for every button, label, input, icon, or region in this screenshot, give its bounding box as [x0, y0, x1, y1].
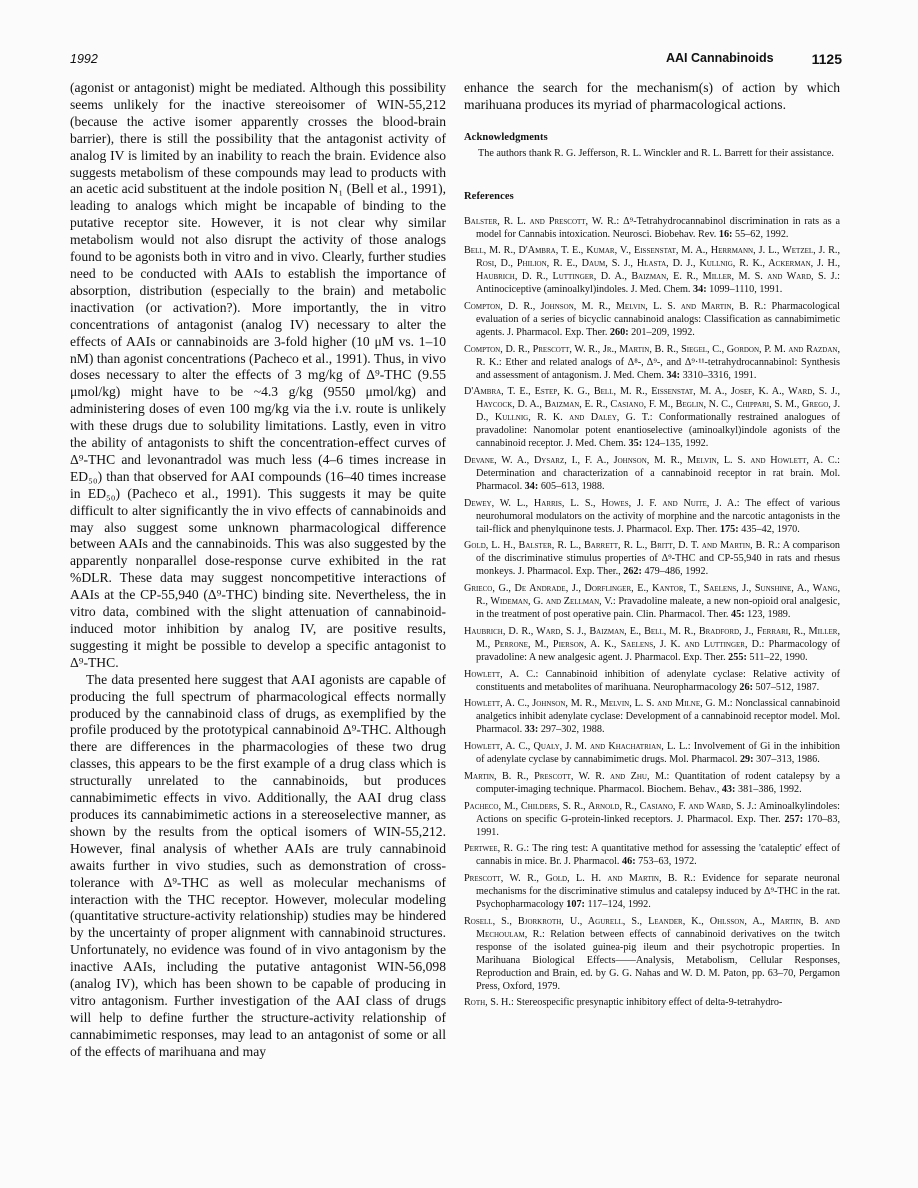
reference-volume: 175:	[719, 523, 739, 535]
left-column	[70, 80, 446, 1061]
reference-pages: 117–124, 1992.	[584, 899, 651, 911]
reference-item	[464, 997, 840, 1010]
reference-item	[464, 455, 840, 494]
acknowledgments-text: The authors thank R. G. Jefferson, R. L. Winckler and R. L. Barrett for their assistance.	[478, 147, 834, 159]
reference-title: A comparison of the discriminative stimulus properties of Δ⁹-THC and CP-55,940 in rats and rhesus monkeys. J. Pharmacol. Exp. Ther.,	[476, 540, 841, 578]
reference-title: Δ⁹-Tetrahydrocannabinol discrimination in rats as a model for Cannabis intoxication. Neurosci. Biobehav. Rev.	[476, 215, 840, 240]
reference-pages: 1099–1110, 1991.	[706, 284, 783, 296]
reference-volume: 46:	[622, 856, 636, 868]
reference-pages: 381–386, 1992.	[735, 783, 802, 795]
reference-authors: Prescott, W. R., Gold, L. H. and Martin, B. R.:	[464, 873, 696, 885]
reference-title: Nonclassical cannabinoid analgetics inhibit adenylate cyclase: Development of a cannabinoid receptor model. Mol. Pharmacol.	[476, 698, 841, 736]
reference-title: The effect of various neurohumoral modulators on the activity of morphine and the narcotic antagonists in the tail-flick and phenylquinone tests. J. Pharmacol. Exp. Ther.	[476, 497, 840, 535]
reference-title: Pharmacological evaluation of a series of bicyclic cannabinoid analogs: Classification as cannabimimetic agents. J. Pharmacol. Exp. Ther.	[476, 301, 840, 338]
reference-authors: Howlett, A. C., Johnson, M. R., Melvin, L. S. and Milne, G. M.:	[464, 698, 733, 710]
reference-item	[464, 771, 840, 797]
reference-pages: 605–613, 1988.	[538, 480, 605, 492]
reference-pages: 511–22, 1990.	[746, 651, 808, 663]
reference-pages: 201–209, 1992.	[628, 326, 695, 338]
reference-title: Stereospecific presynaptic inhibitory effect of delta-9-tetrahydro-	[513, 997, 783, 1009]
reference-volume: 257:	[784, 813, 804, 825]
reference-authors: Grieco, G., De Andrade, J., Dorflinger, E., Kantor, T., Saelens, J., Sunshine, A., Wang, R., Wideman, G. and Zellman, V.:	[464, 583, 840, 608]
reference-item	[464, 916, 840, 993]
reference-item	[464, 669, 840, 695]
reference-volume: 107:	[566, 899, 585, 911]
reference-title: Aminoalkylindoles: Actions on specific G-protein-linked receptors. J. Pharmacol. Exp. Ther.	[476, 800, 840, 825]
reference-item	[464, 626, 840, 665]
reference-volume: 255:	[728, 651, 747, 663]
reference-authors: Martin, B. R., Prescott, W. R. and Zhu, M.:	[464, 770, 670, 782]
reference-authors: Pertwee, R. G.:	[464, 843, 530, 855]
reference-volume: 26:	[739, 681, 753, 693]
body-paragraph: (agonist or antagonist) might be mediated. Although this possibility seems unlikely for the inactive stereoisomer of WIN-55,212 (because the active isomer apparently crosses the blood-brain barrier), there is still the possibility that the antagonist activity of analog IV is limited by an inability to reach the brain. Evidence also suggests metabolism of these compounds may lead to products with an acetic acid substituent at the indole position N₁ (Bell et al., 1991), leading to analogs which might be incapable of binding to the putative receptor site. However, it is not clear why similar metabolism would not also disrupt the activity of those analogs found to be agonists both in vitro and in vivo. Clearly, further studies need to be conducted with AAIs to establish the importance of absorption, distribution (especially to the brain) and metabolic inactivation (or activation?). More importantly, the in vitro concentrations of antagonist (analog IV) necessary to alter the effects of AAIs or cannabinoids are 3-fold higher (10 μM vs. 1–10 nM) than agonist concentrations (Pacheco et al., 1991). Thus, in vivo doses necessary to alter the effects of 3 mg/kg of Δ⁹-THC (9.55 μmol/kg) might have to be ~4.3 g/kg (9550 μmol/kg) and administering doses of even 100 mg/kg via the i.v. route is unlikely with these drugs due to solubility limitations. Lastly, even in vitro the ability of antagonists to shift the concentration-effect curves of Δ⁹-THC and levonantradol was much less (4–6 times increase in ED₅₀) than that observed for AAI compounds (16–40 times increase in ED₅₀) (Pacheco et al., 1991). This suggests it may be quite difficult to alter significantly the in vivo effects of cannabinoids and may also suggest some unknown pharmacological difference between AAIs and the cannabinoids. This was also suggested by the apparently nonparallel dose-response curve exhibited in the rat %DLR. These data may suggest noncompetitive interactions of AAIs at the CP-55,940 (Δ⁹-THC) binding site. Nevertheless, the in vitro data, combined with the slight attenuation of cannabinoid-induced motor inhibition by analog IV, are positive results, suggesting it might be possible to develop a specific antagonist to Δ⁹-THC.	[70, 80, 446, 670]
reference-volume: 34:	[524, 480, 539, 492]
reference-pages: 435–42, 1970.	[738, 523, 800, 535]
reference-item	[464, 540, 840, 579]
reference-authors: Dewey, W. L., Harris, L. S., Howes, J. F. and Nuite, J. A.:	[464, 497, 740, 509]
reference-volume: 16:	[718, 228, 733, 240]
reference-authors: Balster, R. L. and Prescott, W. R.:	[464, 215, 620, 227]
reference-item	[464, 801, 840, 840]
reference-volume: 45:	[731, 608, 745, 620]
references-heading: References	[464, 190, 514, 202]
reference-item	[464, 498, 840, 537]
reference-title: Quantitation of rodent catalepsy by a computer-imaging technique. Pharmacol. Biochem. Behav.,	[476, 770, 840, 795]
right-column	[464, 80, 840, 1014]
reference-authors: Bell, M. R., D'Ambra, T. E., Kumar, V., Eissenstat, M. A., Herrmann, J. L., Wetzel, J. R., Rosi, D., Philion, R. E., Daum, S. J., Hlasta, D. J., Kullnig, R. K., Ackerman, J. H., Haubrich, D. R., Luttinger, D. A., Baizman, E. R., Miller, M. S. and Ward, S. J.:	[464, 245, 840, 283]
reference-pages: 3310–3316, 1991.	[680, 369, 757, 381]
reference-item	[464, 583, 840, 622]
reference-volume: 34:	[693, 284, 707, 296]
reference-item	[464, 386, 840, 451]
reference-title: The ring test: A quantitative method for assessing the 'cataleptic' effect of cannabis in mice. Br. J. Pharmacol.	[476, 843, 840, 868]
reference-authors: Howlett, A. C., Qualy, J. M. and Khachatrian, L. L.:	[464, 741, 691, 753]
reference-volume: 34:	[666, 369, 681, 381]
page-year: 1992	[70, 52, 98, 66]
reference-volume: 43:	[721, 783, 736, 795]
reference-title: Determination and characterization of a cannabinoid receptor in rat brain. Mol. Pharmacol.	[476, 467, 840, 492]
reference-pages: 170–83, 1991.	[476, 813, 841, 838]
body-paragraph: The data presented here suggest that AAI agonists are capable of producing the full spectrum of pharmacological effects normally produced by the cannabinoid class of drugs, as exemplified by the profile produced by the prototypical cannabinoid Δ⁹-THC. Although there are differences in the pharmacologies of these two drug classes, this appears to be the first example of a drug class which is structurally unrelated to the cannabinoids, but produces cannabimimetic effects in vivo. Additionally, the AAI drug class produces its cannabimimetic actions in a stereoselective manner, as shown by the results from the optical isomers of WIN-55,212. However, final analysis of whether AAIs are truly cannabinoid awaits further in vivo studies, such as demonstration of cross-tolerance with Δ⁹-THC as well as molecular mechanisms of interaction with the THC receptor. However, molecular modeling (quantitative structure-activity relationship) studies may be hindered by the uncertainty of proper alignment with cannabinoid structures. Unfortunately, no evidence was found of in vivo antagonism by the inactive AAIs, including the putative antagonist WIN-56,098 (analog IV), which has been shown to be capable of producing in vitro antagonism. Further investigation of the AAI class of drugs will help to define further the structure-activity relationship of cannabimimetic responses, may lead to an antagonist of some or all of the effects of marihuana and may	[70, 671, 446, 1059]
reference-volume: 35:	[628, 438, 643, 450]
reference-authors: Rosell, S., Bjorkroth, U., Agurell, S., Leander, K., Ohlsson, A., Martin, B. and Mechoulam, R.:	[464, 916, 840, 940]
reference-authors: Pacheco, M., Childers, S. R., Arnold, R., Casiano, F. and Ward, S. J.:	[464, 800, 757, 812]
reference-item	[464, 216, 840, 242]
reference-pages: 753–63, 1972.	[635, 856, 697, 868]
reference-title: Relation between effects of cannabinoid derivatives on the twitch response of the isolated guinea-pig ileum and their psychotropic properties. In Marihuana Biological Effects——Analysis, Metabolism, Cellular Responses, Reproduction and Brain, ed. by G. G. Nahas and W. D. M. Paton, pp. 63–70, Pergamon Press, Oxford, 1979.	[476, 928, 840, 992]
reference-title: Evidence for separate neuronal mechanisms for the discriminative stimulus and catalepsy induced by Δ⁹-THC in the rat. Psychopharmacology	[476, 873, 840, 911]
reference-item	[464, 301, 840, 340]
page-number: 1125	[811, 51, 842, 67]
reference-list	[464, 216, 840, 1011]
reference-authors: Haubrich, D. R., Ward, S. J., Baizman, E., Bell, M. R., Bradford, J., Ferrari, R., Miller, M., Perrone, M., Pierson, A. K., Saelens, J. K. and Luttinger, D.:	[464, 625, 840, 650]
reference-pages: 507–512, 1987.	[752, 681, 820, 693]
reference-pages: 123, 1989.	[744, 608, 791, 620]
reference-item	[464, 344, 840, 383]
reference-volume: 262:	[623, 566, 642, 578]
reference-volume: 260:	[609, 326, 629, 338]
reference-title: Conformationally restrained analogues of pravadoline: Nanomolar potent enantioselective (aminoalkyl)indole agonists of the cannabinoid receptor. J. Med. Chem.	[476, 412, 840, 450]
reference-title: Pharmacology of pravadoline: A new analgesic agent. J. Pharmacol. Exp. Ther.	[476, 638, 840, 663]
acknowledgments-heading: Acknowledgments	[464, 131, 548, 143]
running-title: AAI Cannabinoids	[665, 51, 774, 65]
reference-item	[464, 741, 840, 767]
reference-item	[464, 245, 840, 297]
reference-authors: Compton, D. R., Johnson, M. R., Melvin, L. S. and Martin, B. R.:	[464, 301, 767, 313]
reference-authors: Compton, D. R., Prescott, W. R., Jr., Martin, B. R., Siegel, C., Gordon, P. M. and Razdan, R. K.:	[464, 343, 840, 368]
reference-pages: 297–302, 1988.	[538, 724, 605, 736]
reference-title: Ether and related analogs of Δ⁸-, Δ⁹-, and Δ⁹⋅¹¹-tetrahydrocannabinol: Synthesis and assessment of antagonism. J. Med. Chem.	[476, 356, 840, 381]
running-head	[666, 51, 842, 67]
reference-authors: D'Ambra, T. E., Estep, K. G., Bell, M. R., Eissenstat, M. A., Josef, K. A., Ward, S. J., Haycock, D. A., Baizman, E. R., Casiano, F. M., Beglin, N. C., Chippari, S. M., Grego, J. D., Kullnig, R. K. and Daley, G. T.:	[464, 386, 840, 424]
body-paragraph-continuation: enhance the search for the mechanism(s) of action by which marihuana produces its myriad of pharmacological actions.	[464, 80, 840, 112]
reference-authors: Howlett, A. C.:	[464, 668, 539, 680]
reference-volume: 33:	[524, 724, 539, 736]
reference-authors: Gold, L. H., Balster, R. L., Barrett, R. L., Britt, D. T. and Martin, B. R.:	[464, 540, 781, 552]
reference-title: Cannabinoid inhibition of adenylate cyclase: Relative activity of constituents and metabolites of marihuana. Neuropharmacology	[476, 668, 840, 693]
reference-item	[464, 698, 840, 737]
reference-title: Involvement of Gi in the inhibition of adenylate cyclase by cannabimimetic drugs. Mol. Pharmacol.	[476, 741, 840, 766]
reference-volume: 29:	[739, 754, 754, 766]
reference-item	[464, 843, 840, 869]
reference-pages: 307–313, 1986.	[753, 754, 820, 766]
reference-title: Pravadoline maleate, a new non-opioid oral analgesic, in the treatment of post operative pain. Clin. Pharmacol. Ther.	[476, 596, 840, 620]
reference-pages: 55–62, 1992.	[732, 228, 789, 240]
reference-pages: 479–486, 1992.	[641, 566, 709, 578]
reference-authors: Devane, W. A., Dysarz, I., F. A., Johnson, M. R., Melvin, L. S. and Howlett, A. C.:	[464, 455, 840, 467]
reference-title: Antinociceptive (aminoalkyl)indoles. J. Med. Chem.	[476, 284, 694, 296]
reference-item	[464, 873, 840, 912]
reference-pages: 124–135, 1992.	[642, 438, 709, 450]
reference-authors: Roth, S. H.:	[464, 997, 514, 1009]
